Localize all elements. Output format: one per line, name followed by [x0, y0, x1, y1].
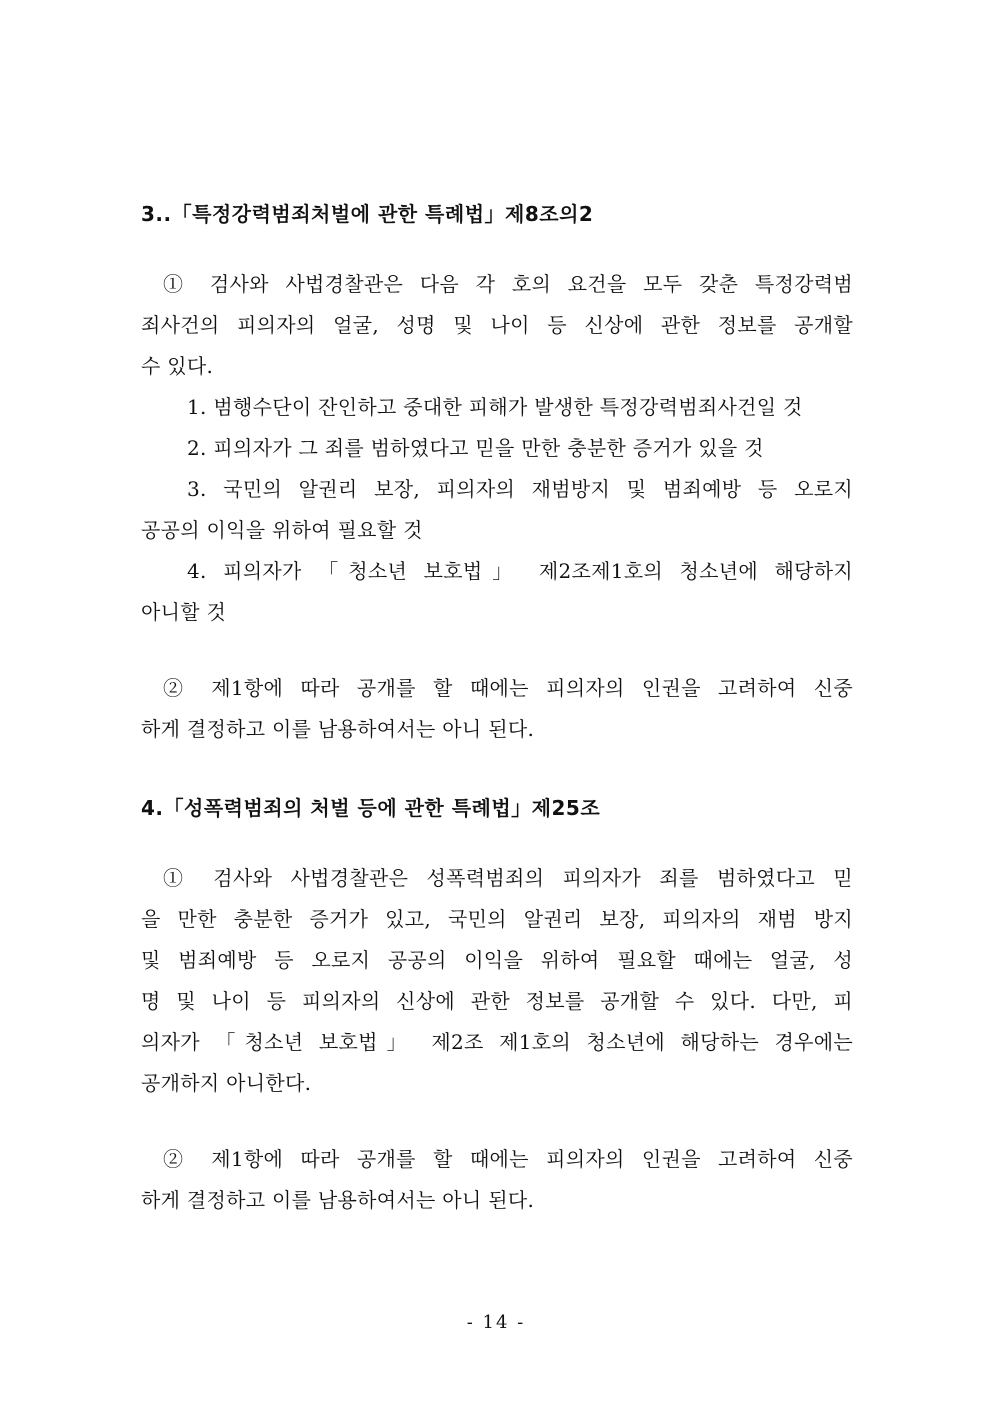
- section-4-heading: 4.「성폭력범죄의 처벌 등에 관한 특례법」제25조: [141, 796, 601, 820]
- list-item: 4. 피의자가 「청소년 보호법」 제2조제1호의 청소년에 해당하지: [187, 559, 853, 583]
- section-3-heading: 3..「특정강력범죄처벌에 관한 특례법」제8조의2: [141, 202, 594, 226]
- paragraph-line: ② 제1항에 따라 공개를 할 때에는 피의자의 인권을 고려하여 신중: [163, 1147, 853, 1171]
- paragraph-line: 수 있다.: [141, 354, 214, 378]
- paragraph-line: ② 제1항에 따라 공개를 할 때에는 피의자의 인권을 고려하여 신중: [163, 676, 853, 700]
- list-item-continuation: 공공의 이익을 위하여 필요할 것: [141, 518, 423, 542]
- paragraph-line: ① 검사와 사법경찰관은 다음 각 호의 요건을 모두 갖춘 특정강력범: [163, 272, 853, 296]
- list-item: 1. 범행수단이 잔인하고 중대한 피해가 발생한 특정강력범죄사건일 것: [187, 395, 803, 419]
- paragraph-line: ① 검사와 사법경찰관은 성폭력범죄의 피의자가 죄를 범하였다고 믿: [163, 866, 853, 890]
- paragraph-line: 의자가 「청소년 보호법」 제2조 제1호의 청소년에 해당하는 경우에는: [141, 1030, 853, 1054]
- list-item: 2. 피의자가 그 죄를 범하였다고 믿을 만한 충분한 증거가 있을 것: [187, 436, 764, 460]
- section-4-paragraph-1: [141, 858, 853, 1104]
- list-item-continuation: 아니할 것: [141, 600, 227, 624]
- paragraph-line: 및 범죄예방 등 오로지 공공의 이익을 위하여 필요할 때에는 얼굴, 성: [141, 948, 853, 972]
- paragraph-line: 하게 결정하고 이를 남용하여서는 아니 된다.: [141, 1188, 535, 1212]
- paragraph-line: 하게 결정하고 이를 남용하여서는 아니 된다.: [141, 717, 535, 741]
- paragraph-line: 명 및 나이 등 피의자의 신상에 관한 정보를 공개할 수 있다. 다만, 피: [141, 989, 853, 1013]
- paragraph-line: 공개하지 아니한다.: [141, 1071, 312, 1095]
- page-number: - 14 -: [466, 1312, 526, 1333]
- paragraph-line: 을 만한 충분한 증거가 있고, 국민의 알권리 보장, 피의자의 재범 방지: [141, 907, 853, 931]
- section-3-paragraph-1: [141, 264, 853, 387]
- section-3-paragraph-2: [141, 668, 853, 750]
- section-3-item-list: [141, 387, 853, 633]
- list-item: 3. 국민의 알권리 보장, 피의자의 재범방지 및 범죄예방 등 오로지: [187, 477, 853, 501]
- paragraph-line: 죄사건의 피의자의 얼굴, 성명 및 나이 등 신상에 관한 정보를 공개할: [141, 313, 853, 337]
- section-4-paragraph-2: [141, 1139, 853, 1221]
